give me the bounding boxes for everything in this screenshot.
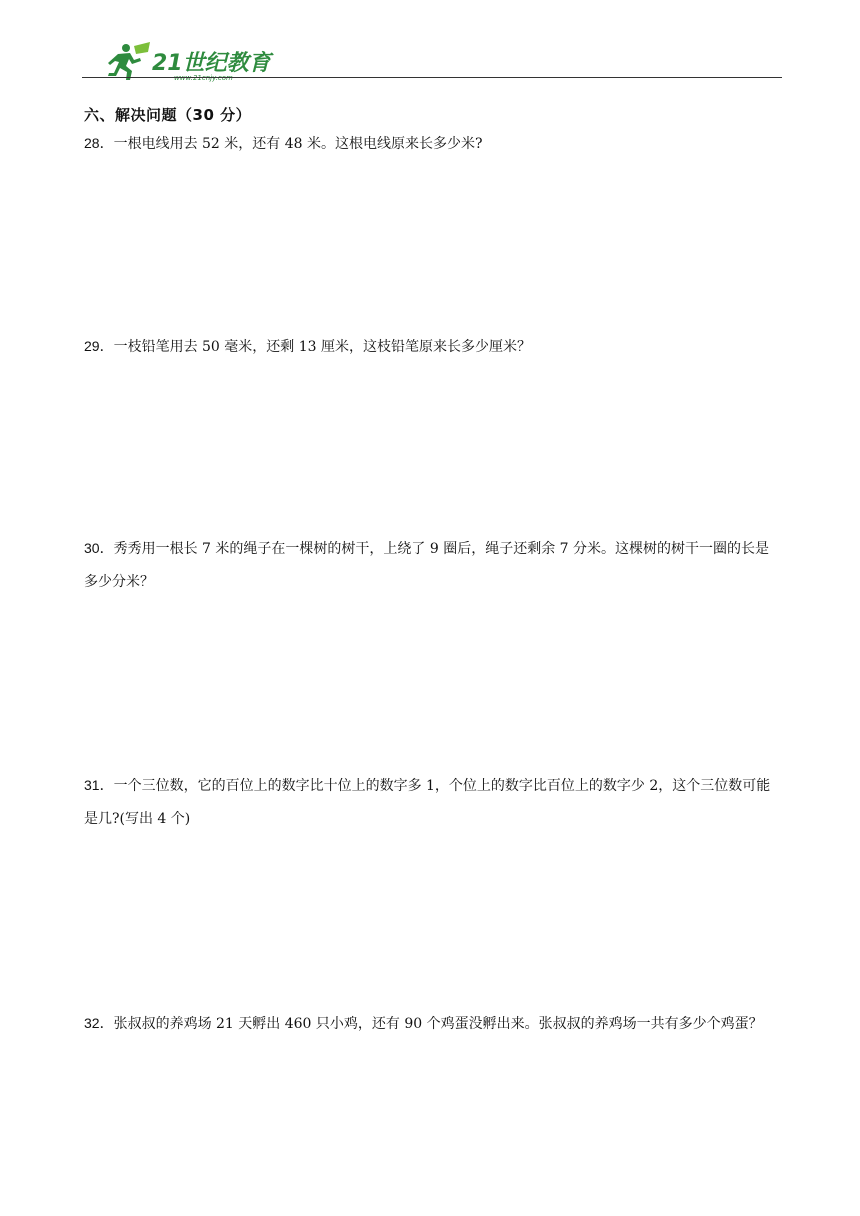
question-number: 29． (84, 338, 114, 354)
logo-21cnjy (104, 40, 294, 82)
question-32 (84, 1007, 776, 1041)
question-number: 32． (84, 1015, 114, 1031)
question-number: 30． (84, 540, 114, 556)
svg-text:www.21cnjy.com: www.21cnjy.com (174, 74, 233, 82)
section-title: 六、解决问题（30 分） (84, 106, 252, 124)
question-30 (84, 532, 776, 599)
question-text: 一根电线用去 52 米，还有 48 米。这根电线原来长多少米? (113, 136, 483, 152)
question-29 (84, 330, 776, 364)
question-number: 31． (84, 777, 114, 793)
question-number: 28． (84, 135, 114, 151)
question-28 (84, 127, 776, 161)
question-text: 秀秀用一根长 7 米的绳子在一棵树的树干，上绕了 9 圈后，绳子还剩余 7 分米。这棵树的树干一圈的长是多少分米？ (84, 541, 769, 590)
question-text: 一个三位数，它的百位上的数字比十位上的数字多 1，个位上的数字比百位上的数字少 2，这个三位数可能是几?(写出 4 个) (84, 778, 771, 827)
question-31 (84, 769, 776, 836)
svg-text:21世纪教育: 21世纪教育 (152, 51, 271, 76)
question-text: 一枝铅笔用去 50 毫米，还剩 13 厘米，这枝铅笔原来长多少厘米？ (113, 339, 532, 355)
question-text: 张叔叔的养鸡场 21 天孵出 460 只小鸡，还有 90 个鸡蛋没孵出来。张叔叔的养鸡场一共有多少个鸡蛋？ (113, 1016, 763, 1032)
header-divider (82, 77, 782, 78)
page-header (82, 40, 782, 82)
